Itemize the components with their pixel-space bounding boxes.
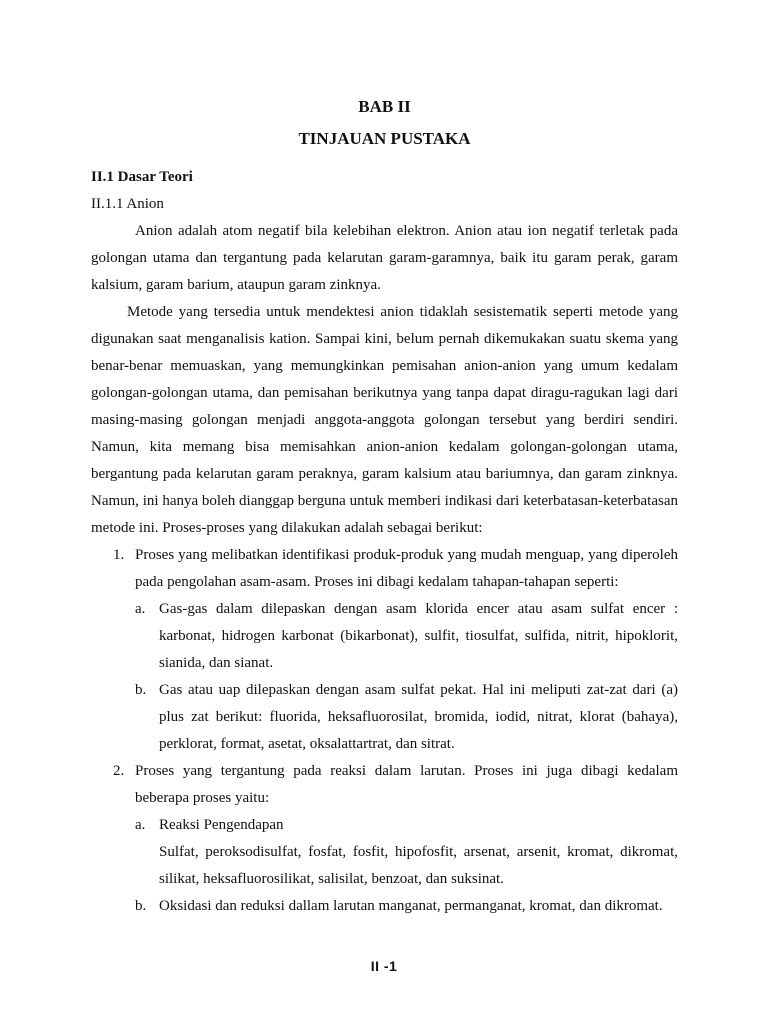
section-heading: II.1 Dasar Teori — [91, 169, 193, 185]
sub-list-item — [135, 677, 678, 758]
process-list — [91, 542, 678, 920]
sub-list-item-title: Reaksi Pengendapan — [159, 817, 284, 833]
list-number: 1. — [113, 547, 125, 563]
list-item — [91, 758, 678, 920]
sub-list — [135, 812, 678, 920]
sub-list-letter: b. — [135, 682, 147, 698]
sub-list — [135, 596, 678, 758]
list-number: 2. — [113, 763, 125, 779]
sub-list-letter: a. — [135, 817, 146, 833]
paragraph-anion-definition: Anion adalah atom negatif bila kelebihan elektron. Anion atau ion negatif terletak pada golongan utama dan tergantung pada kelarutan garam-garamnya, baik itu garam perak, garam kalsium, garam barium, ataupun garam zinknya. — [91, 223, 678, 293]
chapter-number: BAB II — [358, 97, 411, 116]
chapter-title: TINJAUAN PUSTAKA — [298, 129, 471, 148]
subsection-heading: II.1.1 Anion — [91, 196, 164, 212]
paragraph-detection-methods: Metode yang tersedia untuk mendektesi anion tidaklah sesistematik seperti metode yang digunakan saat menganalisis kation. Sampai kini, belum pernah dikemukakan suatu skema yang benar-benar memuaskan, yang memungkinkan pemisahan anion-anion yang umum kedalam golongan-golongan utama, dan pemisahan berikutnya yang tanpa dapat diragu-ragukan lagi dari masing-masing golongan menjadi anggota-anggota golongan tersebut yang berdiri sendiri. Namun, kita memang bisa memisahkan anion-anion kedalam golongan-golongan utama, bergantung pada kelarutan garam peraknya, garam kalsium atau bariumnya, dan garam zinknya. Namun, ini hanya boleh dianggap berguna untuk memberi indikasi dari keterbatasan-keterbatasan metode ini. Proses-proses yang dilakukan adalah sebagai berikut: — [91, 304, 678, 536]
sub-list-item — [135, 893, 678, 920]
list-item-text: Proses yang melibatkan identifikasi produk-produk yang mudah menguap, yang diperoleh pada pengolahan asam-asam. Proses ini dibagi kedalam tahapan-tahapan seperti: — [135, 547, 678, 590]
list-item-text: Proses yang tergantung pada reaksi dalam larutan. Proses ini juga dibagi kedalam beberapa proses yaitu: — [135, 763, 678, 806]
sub-list-item-text: Gas-gas dalam dilepaskan dengan asam klorida encer atau asam sulfat encer : karbonat, hidrogen karbonat (bikarbonat), sulfit, tiosulfat, sulfida, nitrit, hipoklorit, sianida, dan sianat. — [159, 601, 678, 671]
sub-list-item-text: Oksidasi dan reduksi dallam larutan manganat, permanganat, kromat, dan dikromat. — [159, 898, 663, 914]
sub-list-letter: b. — [135, 898, 147, 914]
list-item — [91, 542, 678, 758]
document-page — [91, 92, 678, 920]
sub-list-item — [135, 812, 678, 893]
sub-list-item-text: Sulfat, peroksodisulfat, fosfat, fosfit, hipofosfit, arsenat, arsenit, kromat, dikromat, silikat, heksafluorosilikat, salisilat, benzoat, dan suksinat. — [159, 844, 678, 887]
sub-list-letter: a. — [135, 601, 146, 617]
sub-list-item-text: Gas atau uap dilepaskan dengan asam sulfat pekat. Hal ini meliputi zat-zat dari (a) plus zat berikut: fluorida, heksafluorosilat, bromida, iodid, nitrat, klorat (bahaya), perklorat, format, asetat, oksalattartrat, dan sitrat. — [159, 682, 678, 752]
page-number: II -1 — [370, 958, 398, 974]
sub-list-item — [135, 596, 678, 677]
